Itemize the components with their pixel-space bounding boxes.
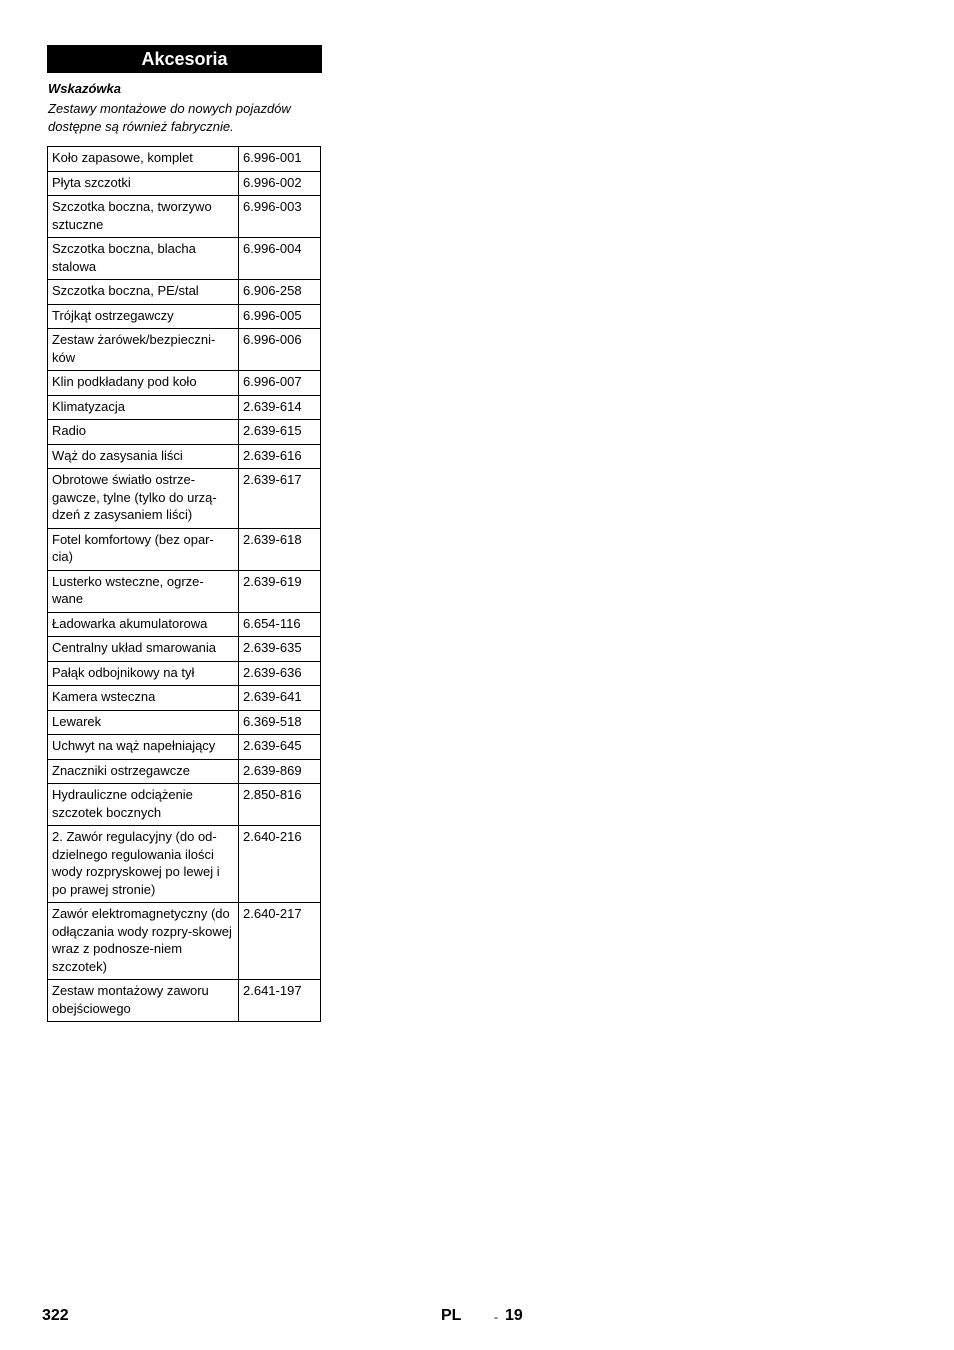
- order-number: 6.996-001: [239, 147, 321, 172]
- order-number: 6.996-007: [239, 371, 321, 396]
- table-row: [48, 661, 321, 686]
- table-row: [48, 469, 321, 529]
- table-row: [48, 420, 321, 445]
- order-number: 6.906-258: [239, 280, 321, 305]
- table-row: [48, 735, 321, 760]
- accessories-table: [47, 146, 321, 826]
- order-number: 6.996-002: [239, 171, 321, 196]
- table-row: [48, 686, 321, 711]
- order-number: 2.639-645: [239, 735, 321, 760]
- table-row: [48, 637, 321, 662]
- accessory-name: 2. Zawór regulacyjny (do od-dzielnego regulowania ilości wody rozpryskowej po lewej i po prawej stronie): [48, 826, 239, 903]
- accessory-name: Fotel komfortowy (bez opar-cia): [48, 528, 239, 570]
- accessory-name: Zestaw montażowy zaworu obejściowego: [48, 980, 239, 1022]
- accessory-name: Obrotowe światło ostrze-gawcze, tylne (tylko do urzą-dzeń z zasysaniem liści): [48, 469, 239, 529]
- order-number: 2.850-816: [239, 784, 321, 826]
- note-text: Zestawy montażowe do nowych pojazdów dostępne są również fabrycznie.: [48, 101, 291, 134]
- order-number: 2.639-869: [239, 759, 321, 784]
- footer-dash: -: [494, 1310, 498, 1324]
- accessory-name: Szczotka boczna, tworzywo sztuczne: [48, 196, 239, 238]
- accessory-name: Lewarek: [48, 710, 239, 735]
- table-row: [48, 304, 321, 329]
- note-title: Wskazówka: [48, 81, 121, 96]
- accessory-name: Wąż do zasysania liści: [48, 444, 239, 469]
- order-number: 6.996-003: [239, 196, 321, 238]
- table-row: [48, 903, 321, 980]
- page-number: 322: [42, 1307, 69, 1324]
- order-number: 6.654-116: [239, 612, 321, 637]
- accessory-name: Szczotka boczna, PE/stal: [48, 280, 239, 305]
- table-row: [48, 196, 321, 238]
- table-row: [48, 528, 321, 570]
- accessory-name: Lusterko wsteczne, ogrze-wane: [48, 570, 239, 612]
- order-number: 6.996-004: [239, 238, 321, 280]
- section-page-number: 19: [505, 1307, 523, 1324]
- table-row: [48, 570, 321, 612]
- accessory-name: Ładowarka akumulatorowa: [48, 612, 239, 637]
- table-row: [48, 371, 321, 396]
- accessory-name: Szczotka boczna, blacha stalowa: [48, 238, 239, 280]
- accessory-name: Płyta szczotki: [48, 171, 239, 196]
- order-number: 6.369-518: [239, 710, 321, 735]
- table-row: [48, 784, 321, 826]
- accessory-name: Radio: [48, 420, 239, 445]
- table-row: [48, 238, 321, 280]
- order-number: 2.640-217: [239, 903, 321, 980]
- accessory-name: Koło zapasowe, komplet: [48, 147, 239, 172]
- accessory-name: Uchwyt na wąż napełniający: [48, 735, 239, 760]
- order-number: 2.639-618: [239, 528, 321, 570]
- order-number: 2.639-619: [239, 570, 321, 612]
- accessory-name: Klimatyzacja: [48, 395, 239, 420]
- order-number: 2.639-614: [239, 395, 321, 420]
- accessory-name: Zestaw żarówek/bezpieczni-ków: [48, 329, 239, 371]
- order-number: 2.639-641: [239, 686, 321, 711]
- table-row: [48, 612, 321, 637]
- table-row: [48, 759, 321, 784]
- order-number: 6.996-006: [239, 329, 321, 371]
- order-number: 2.639-636: [239, 661, 321, 686]
- table-row: [48, 826, 321, 903]
- order-number: 6.996-005: [239, 304, 321, 329]
- accessory-name: Pałąk odbojnikowy na tył: [48, 661, 239, 686]
- accessory-name: Centralny układ smarowania: [48, 637, 239, 662]
- accessory-name: Hydrauliczne odciążenie szczotek bocznych: [48, 784, 239, 826]
- table-row: [48, 395, 321, 420]
- accessory-name: Kamera wsteczna: [48, 686, 239, 711]
- accessory-name: Trójkąt ostrzegawczy: [48, 304, 239, 329]
- accessory-name: Klin podkładany pod koło: [48, 371, 239, 396]
- accessory-name: Zawór elektromagnetyczny (do odłączania wody rozpry-skowej wraz z podnosze-niem szczotek): [48, 903, 239, 980]
- table-row: [48, 980, 321, 1022]
- order-number: 2.640-216: [239, 826, 321, 903]
- accessory-name: Znaczniki ostrzegawcze: [48, 759, 239, 784]
- language-code: PL: [441, 1307, 462, 1324]
- table-row: [48, 147, 321, 172]
- order-number: 2.639-615: [239, 420, 321, 445]
- order-number: 2.639-635: [239, 637, 321, 662]
- table-row: [48, 171, 321, 196]
- table-row: [48, 329, 321, 371]
- table-row: [48, 280, 321, 305]
- order-number: 2.639-617: [239, 469, 321, 529]
- valves-table: [47, 825, 321, 1022]
- order-number: 2.641-197: [239, 980, 321, 1022]
- order-number: 2.639-616: [239, 444, 321, 469]
- section-title: Akcesoria: [47, 45, 322, 73]
- table-row: [48, 444, 321, 469]
- table-row: [48, 710, 321, 735]
